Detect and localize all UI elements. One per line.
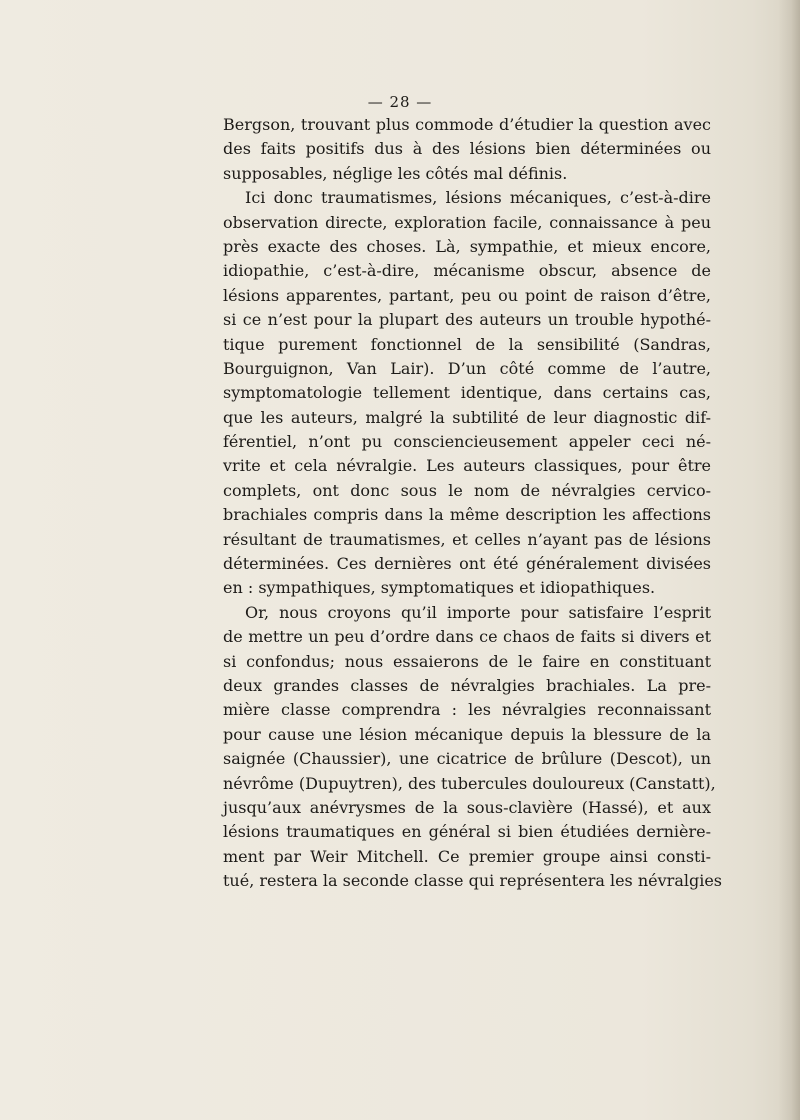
text-line: idiopathie, c’est-à-dire, mécanisme obscur, absence de	[223, 261, 711, 281]
text-line: lésions apparentes, partant, peu ou point de raison d’être,	[223, 285, 711, 305]
text-line: tique purement fonctionnel de la sensibilité (Sandras,	[223, 334, 711, 354]
text-line: déterminées. Ces dernières ont été généralement divisées	[223, 554, 711, 574]
text-line: résultant de traumatismes, et celles n’ayant pas de lésions	[223, 529, 711, 549]
text-line: saignée (Chaussier), une cicatrice de brûlure (Descot), un	[223, 749, 711, 769]
text-line: Or, nous croyons qu’il importe pour satisfaire l’esprit	[245, 602, 711, 622]
text-line: ment par Weir Mitchell. Ce premier groupe ainsi consti-	[223, 846, 711, 866]
text-line: complets, ont donc sous le nom de névralgies cervico-	[223, 480, 711, 500]
text-line: vrite et cela névralgie. Les auteurs classiques, pour être	[223, 456, 711, 476]
text-line: près exacte des choses. Là, sympathie, et mieux encore,	[223, 236, 711, 256]
text-line: de mettre un peu d’ordre dans ce chaos de faits si divers et	[223, 627, 711, 647]
text-line: Ici donc traumatismes, lésions mécaniques, c’est-à-dire	[245, 188, 711, 208]
text-line: en : sympathiques, symptomatiques et idiopathiques.	[223, 578, 656, 598]
page-number: — 28 —	[367, 93, 433, 111]
text-line: des faits positifs dus à des lésions bien déterminées ou	[223, 139, 711, 159]
body-text	[223, 113, 723, 894]
text-line: que les auteurs, malgré la subtilité de leur diagnostic dif-	[223, 407, 711, 427]
text-line: férentiel, n’ont pu consciencieusement appeler ceci né-	[223, 432, 711, 452]
text-line: supposables, néglige les côtés mal définis.	[223, 163, 568, 183]
text-line: mière classe comprendra : les névralgies reconnaissant	[223, 700, 711, 720]
text-line: Bourguignon, Van Lair). D’un côté comme de l’autre,	[223, 358, 711, 378]
text-line: deux grandes classes de névralgies brachiales. La pre-	[223, 675, 711, 695]
text-line: lésions traumatiques en général si bien étudiées dernière-	[223, 822, 711, 842]
text-line: tué, restera la seconde classe qui représentera les névralgies	[223, 871, 723, 891]
text-line: Bergson, trouvant plus commode d’étudier la question avec	[223, 115, 711, 134]
text-line: si ce n’est pour la plupart des auteurs un trouble hypothé-	[223, 310, 711, 330]
text-line: observation directe, exploration facile, connaissance à peu	[223, 212, 711, 232]
text-line: si confondus; nous essaierons de le faire en constituant	[223, 651, 711, 671]
text-line: névrôme (Dupuytren), des tubercules douloureux (Canstatt),	[223, 773, 716, 793]
text-line: brachiales compris dans la même description les affections	[223, 505, 711, 525]
page-edge-shadow	[778, 0, 800, 1120]
text-line: jusqu’aux anévrysmes de la sous-clavière (Hassé), et aux	[223, 797, 711, 817]
text-line: pour cause une lésion mécanique depuis la blessure de la	[223, 724, 711, 744]
text-line: symptomatologie tellement identique, dans certains cas,	[223, 383, 711, 403]
